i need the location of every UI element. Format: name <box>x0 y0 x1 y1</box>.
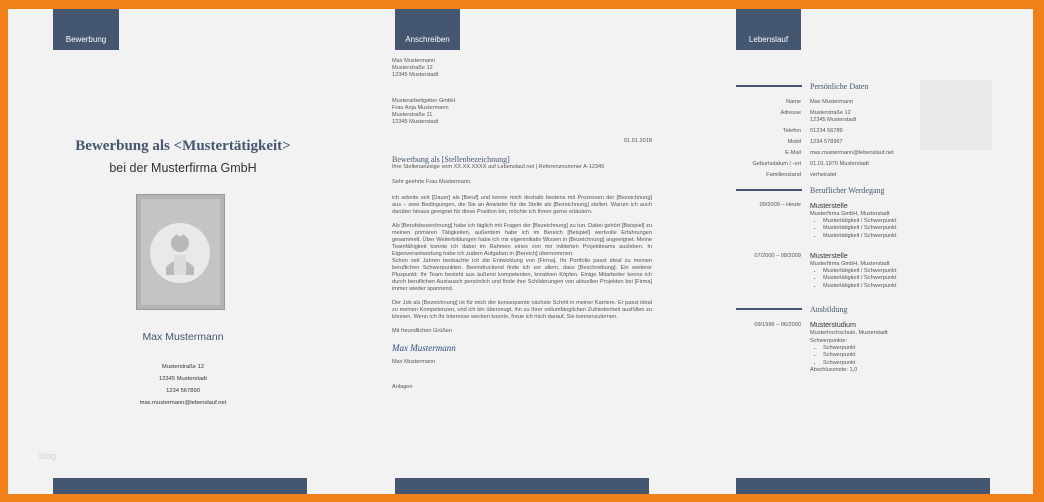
tab-anschreiben[interactable] <box>395 9 460 50</box>
bullet-item: • Mustertätigkeit / Schwerpunkt <box>823 233 896 240</box>
education-heading: Ausbildung <box>810 305 848 314</box>
cover-footer-bar <box>53 478 307 494</box>
education-title: Musterstudium <box>810 322 856 329</box>
cover-page <box>8 9 358 494</box>
personal-heading: Persönliche Daten <box>810 82 869 91</box>
bullet-item: • Mustertätigkeit / Schwerpunkt <box>823 225 896 232</box>
career-entry <box>810 252 896 290</box>
education-period: 09/1996 – 06/2000 <box>754 322 801 328</box>
cover-phone: 1234 567890 <box>166 388 200 394</box>
career-bullets <box>810 218 896 240</box>
letter-printed-name: Max Mustermann <box>392 359 436 365</box>
career-bullets <box>810 268 896 290</box>
tab-lebenslauf[interactable] <box>736 9 801 50</box>
recipient-contact: Frau Anja Mustermann <box>392 105 449 111</box>
profile-photo <box>136 194 225 310</box>
cover-city: 12345 Musterstadt <box>158 376 207 382</box>
letter-date: 01.01.2018 <box>624 138 652 144</box>
field-value: 01234 56789 <box>810 128 843 134</box>
document-canvas <box>8 9 1033 494</box>
letter-attachments: Anlagen <box>392 384 413 390</box>
letter-subject: Bewerbung als [Stellenbezeichnung] <box>392 155 510 164</box>
field-value: max.mustermann@lebenslauf.net <box>810 150 894 156</box>
cover-title: Bewerbung als <Mustertätigkeit> <box>75 138 291 154</box>
cover-address-block <box>38 361 328 409</box>
letter-body <box>392 58 652 391</box>
field-label: Adresse <box>780 110 801 116</box>
sender-name: Max Mustermann <box>392 58 436 64</box>
letter-footer-bar <box>395 478 649 494</box>
photo-inner <box>141 199 220 305</box>
sender-city: 12345 Musterstadt <box>392 72 439 78</box>
letter-paragraph: Der Job als [Bezeichnung] ist für mich der konsequente nächste Schritt in meiner Karriere. Er passt ideal zu meinen Kompetenzen, und ich bin überzeugt, ihn zu Ihrer vollumfänglichen Zufriedenheit ausfüllen zu können. Wenn ich Ihr Interesse wecken konnte, freue ich mich darauf, Sie kennenzulernen. <box>392 300 652 320</box>
field-value: Max Mustermann <box>810 99 854 105</box>
recipient-city: 12345 Musterstadt <box>392 119 439 125</box>
letter-paragraph: Als [Berufsbezeichnung] habe ich täglich mit Fragen der [Bezeichnung] zu tun. Dabei gehört [Beispiel] zu meinen primären Tätigkeiten, außerdem habe ich im Bereich [Beispiel] wertvolle Erfahrungen gesammelt. Über Weiterbildungen habe ich mir eigeninitiativ Wissen in [Bezeichnung] angeeignet. Meine Teamfähigkeit konnte ich dabei im Rahmen eines von mir initiierten Projektteams ausleben. In Eigenverantwortung habe ich zudem Aufgaben in [Bereich] übernommen. <box>392 223 652 257</box>
education-bullets <box>810 345 888 367</box>
career-company: Musterfirma GmbH, Musterstadt <box>810 211 890 217</box>
cover-street: Musterstraße 12 <box>161 364 205 370</box>
career-entry <box>810 202 896 240</box>
bullet-item: • Schwerpunkt <box>823 345 888 352</box>
bullet-item: • Schwerpunkt <box>823 352 888 359</box>
tab-label: Bewerbung <box>65 35 107 44</box>
tab-label: Lebenslauf <box>748 35 789 44</box>
section-rule <box>736 189 802 191</box>
field-label: Familienstand <box>766 172 801 178</box>
cover-email: max.mustermann@lebenslauf.net <box>139 400 227 406</box>
cover-name: Max Mustermann <box>142 331 224 343</box>
career-heading: Beruflicher Werdegang <box>810 186 885 195</box>
career-title: Musterstelle <box>810 203 848 210</box>
bullet-item: • Mustertätigkeit / Schwerpunkt <box>823 275 896 282</box>
letter-closing: Mit freundlichen Grüßen <box>392 328 453 334</box>
sender-block <box>392 58 652 79</box>
career-company: Musterfirma GmbH, Musterstadt <box>810 261 890 267</box>
bullet-item: • Mustertätigkeit / Schwerpunkt <box>823 218 896 225</box>
recipient-company: Musterarbeitgeber GmbH <box>392 98 456 104</box>
letter-reference: Ihre Stellenanzeige vom XX.XX.XXXX auf Lebenslauf.net | Referenznummer A-12345 <box>392 164 605 170</box>
section-rule <box>736 85 802 87</box>
field-label: Name <box>786 99 801 105</box>
cover-subtitle: bei der Musterfirma GmbH <box>109 161 257 175</box>
education-entry <box>810 321 888 374</box>
bullet-item: • Mustertätigkeit / Schwerpunkt <box>823 268 896 275</box>
education-school: Musterhochschule, Musterstadt <box>810 330 888 336</box>
tab-bewerbung[interactable] <box>53 9 119 50</box>
career-period: 07/2000 – 08/2009 <box>754 253 801 259</box>
career-period: 09/2009 – Heute <box>759 202 801 208</box>
field-value: Musterstraße 12 <box>810 110 851 116</box>
avatar-placeholder-icon <box>141 199 220 305</box>
field-value: verheiratet <box>810 172 837 178</box>
field-label: Mobil <box>787 139 801 145</box>
cv-footer-bar <box>736 478 990 494</box>
sender-street: Musterstraße 12 <box>392 65 433 71</box>
letter-paragraph: Schon seit Jahren beobachte ich die Entwicklung von [Firma]. Ihr Portfolio passt ideal zu meinen beruflichen Schwerpunkten. Beeindruckend finde ich vor allem, dass [Beschreibung]. Ein weiterer Pluspunkt: Ihr Team besteht aus äußerst kompetenten, kreativen Köpfen. Einige Mitarbeiter kenne ich durch beruflichen Austausch persönlich und finde ihre Schilderungen von aktuellen Projekten bei [Firma] immer wieder spannend. <box>392 258 652 292</box>
field-value: 1234 578967 <box>810 139 843 145</box>
education-focus-label: Schwerpunkte: <box>810 338 848 344</box>
tab-label: Anschreiben <box>405 35 450 44</box>
career-title: Musterstelle <box>810 253 848 260</box>
field-value: 01.01.1970 Musterstadt <box>810 161 869 167</box>
field-label: E-Mail <box>785 150 801 156</box>
education-grade: Abschlussnote: 1,0 <box>810 367 858 374</box>
field-label: Telefon <box>782 128 801 134</box>
section-rule <box>736 308 802 310</box>
bullet-item: • Schwerpunkt <box>823 360 888 367</box>
letter-paragraph: ich arbeite seit [Dauer] als [Beruf] und kenne mich deshalb bestens mit Prozessen der [Bezeichnung] aus – zwei Bedingungen, die Sie an Anwärter für die Stelle als [Bezeichnung] stellen. Warum ich auch darüber hinaus geeignet für diese Position bin, möchte ich Ihnen gerne erläutern. <box>392 195 652 215</box>
bullet-item: • Mustertätigkeit / Schwerpunkt <box>823 283 896 290</box>
cv-photo-placeholder <box>920 80 992 150</box>
letter-salutation: Sehr geehrte Frau Mustermann, <box>392 179 472 185</box>
field-value: 12345 Musterstadt <box>810 117 857 123</box>
letter-signature: Max Mustermann <box>392 343 456 353</box>
recipient-block <box>392 98 652 126</box>
field-label: Geburtsdatum / -ort <box>752 161 801 167</box>
watermark: blog <box>39 451 57 461</box>
recipient-street: Musterstraße 11 <box>392 112 433 118</box>
